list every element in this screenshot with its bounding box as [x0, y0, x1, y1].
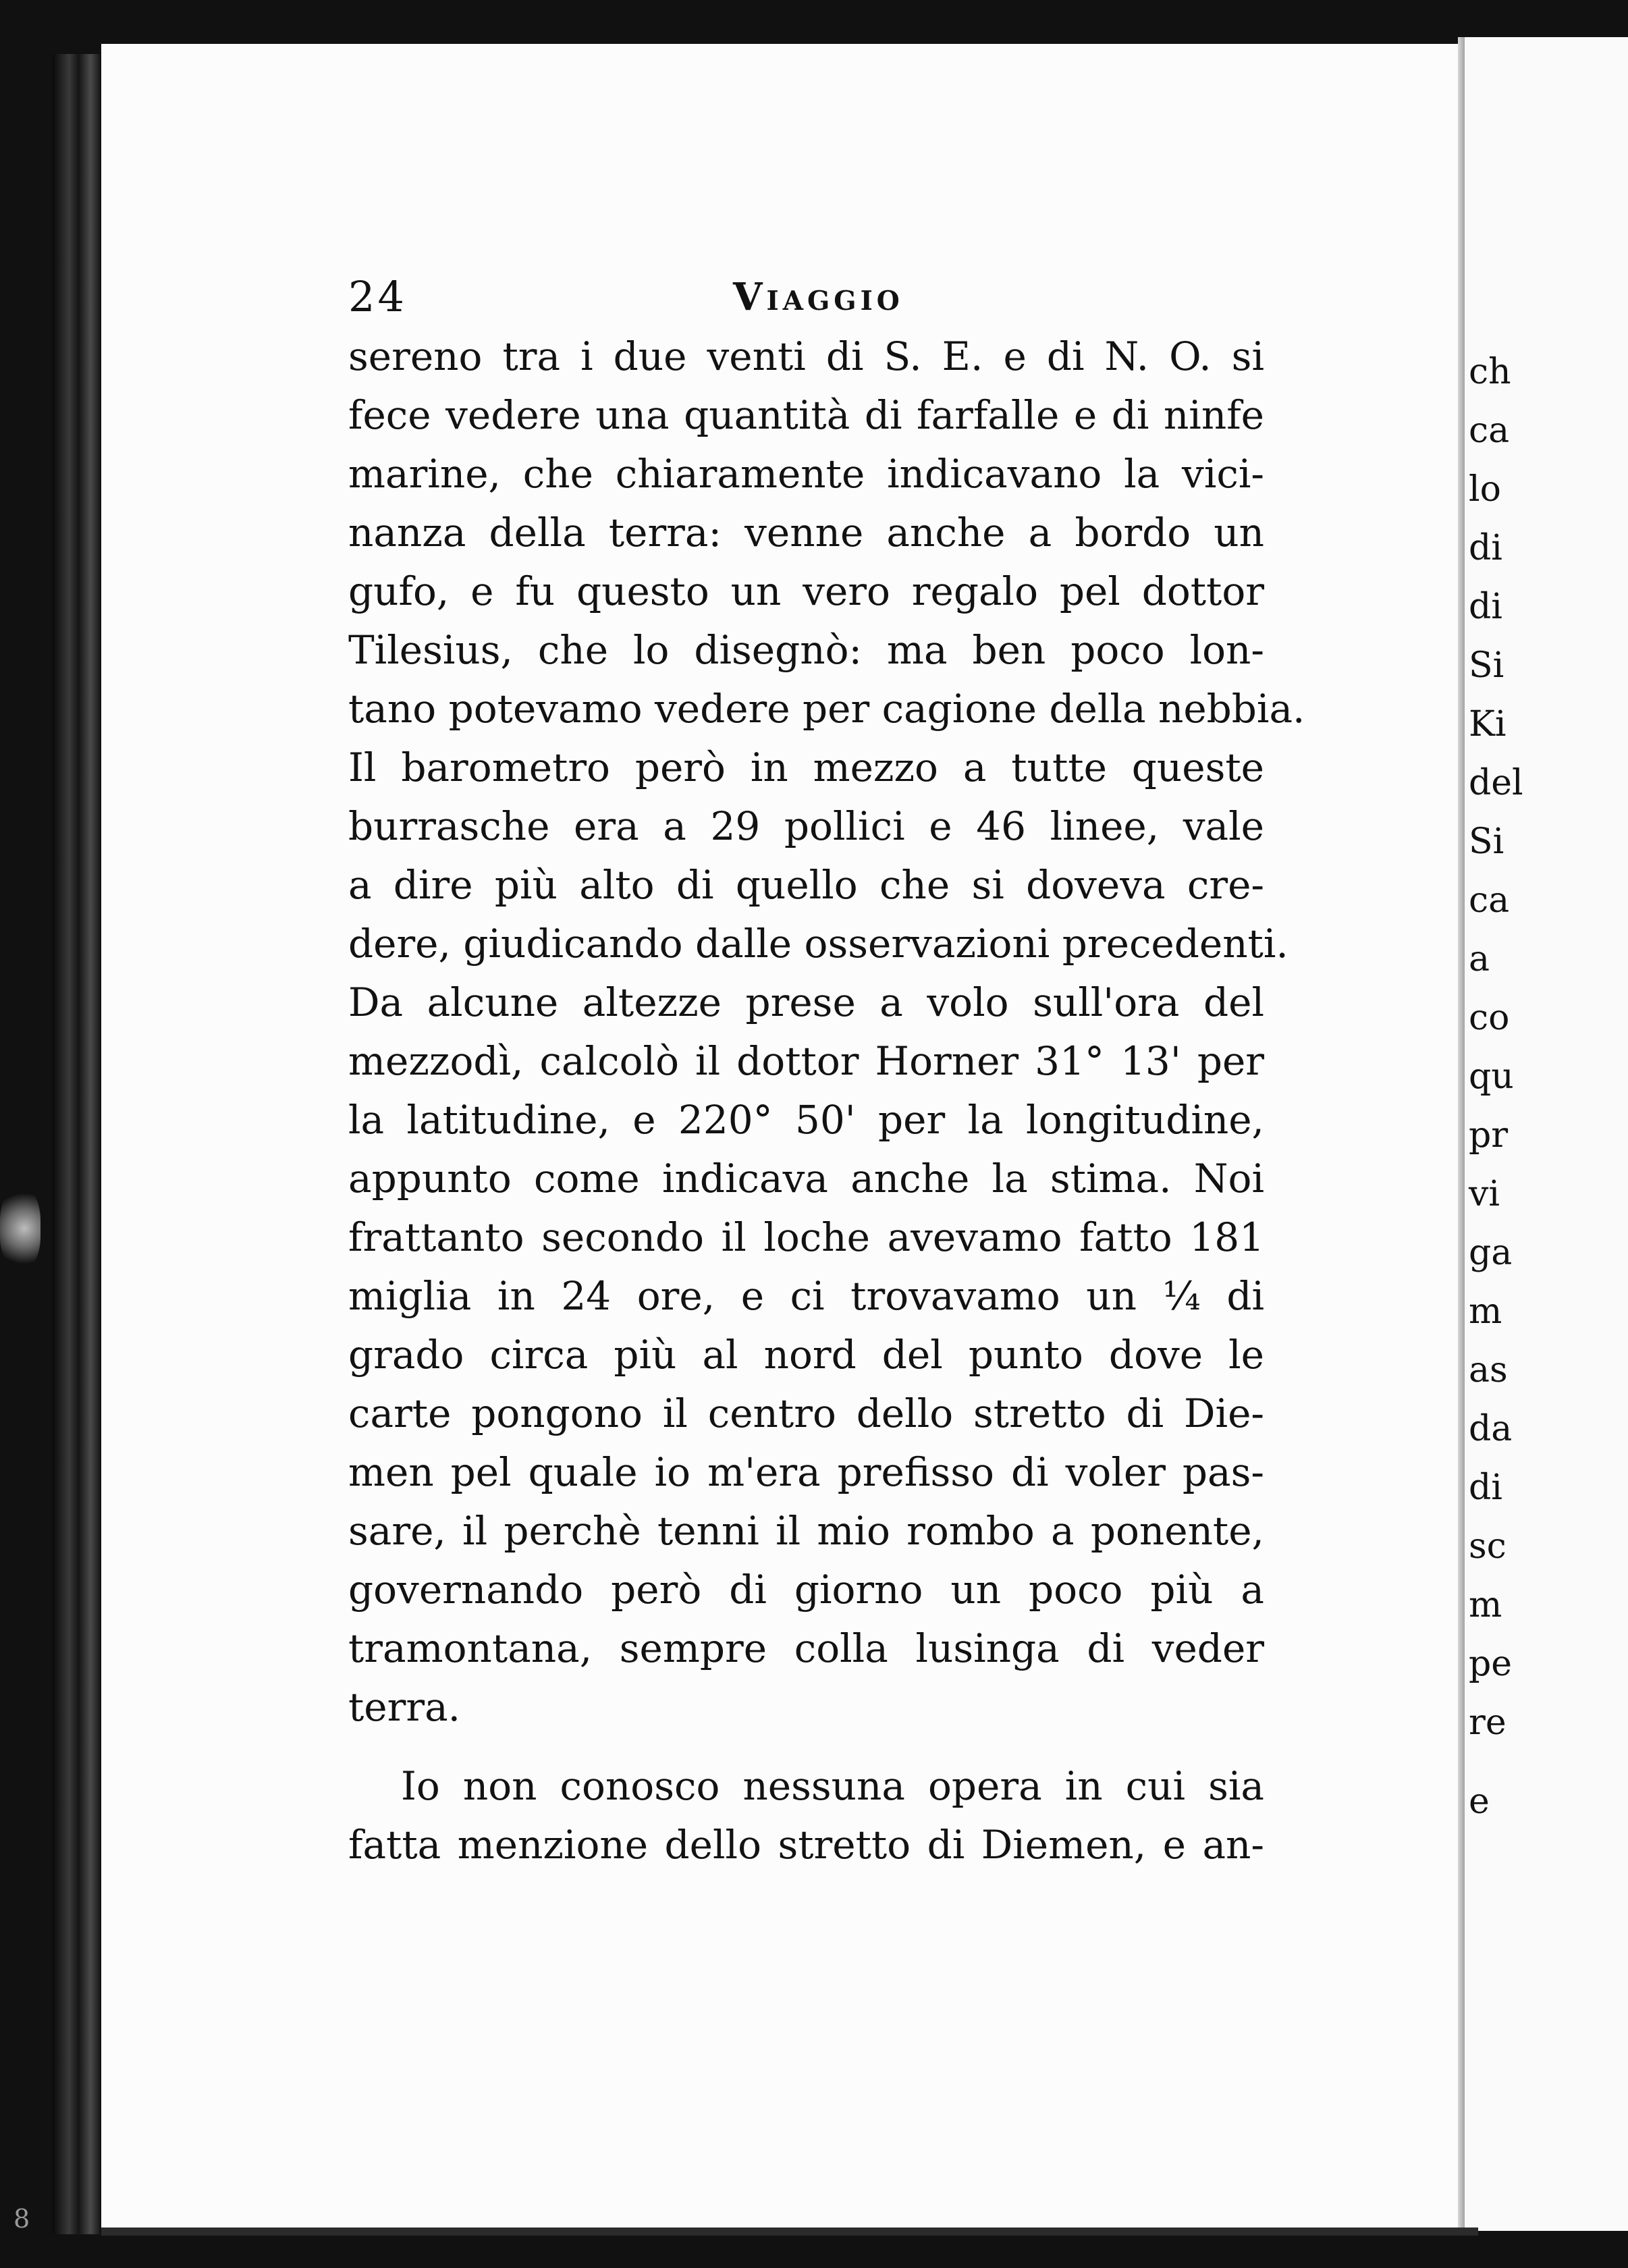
facing-line-fragment: vi	[1469, 1174, 1500, 1214]
text-line: Il barometro però in mezzo a tutte queste	[348, 745, 1264, 790]
text-line: fece vedere una quantità di farfalle e di ninfe	[348, 392, 1264, 438]
bottom-page-edge	[101, 2228, 1478, 2236]
binding-clasp	[0, 1188, 40, 1269]
facing-line-fragment: di	[1469, 587, 1502, 627]
running-head	[348, 267, 1264, 327]
text-line: sare, il perchè tenni il mio rombo a ponente,	[348, 1508, 1264, 1554]
facing-line-fragment: ga	[1469, 1233, 1513, 1273]
text-line: Io non conosco nessuna opera in cui sia	[401, 1763, 1264, 1809]
facing-line-fragment: sc	[1469, 1526, 1507, 1567]
text-line: governando però di giorno un poco più a	[348, 1567, 1264, 1613]
facing-line-fragment: ch	[1469, 352, 1511, 392]
facing-line-fragment: re	[1469, 1702, 1507, 1743]
text-line: mezzodì, calcolò il dottor Horner 31° 13' per	[348, 1038, 1264, 1084]
facing-line-fragment: di	[1469, 1467, 1502, 1508]
text-line: sereno tra i due venti di S. E. e di N. O. si	[348, 333, 1264, 379]
text-line: appunto come indicava anche la stima. Noi	[348, 1156, 1264, 1202]
text-line: Tilesius, che lo disegnò: ma ben poco lon-	[348, 627, 1264, 673]
facing-line-fragment: ca	[1469, 880, 1510, 921]
text-line: la latitudine, e 220° 50' per la longitudine,	[348, 1097, 1264, 1143]
paragraph-1	[348, 327, 1305, 1737]
text-line: dere, giudicando dalle osservazioni precedenti.	[348, 921, 1288, 967]
facing-line-fragment: del	[1469, 763, 1523, 803]
facing-line-fragment: as	[1469, 1350, 1508, 1390]
text-line: miglia in 24 ore, e ci trovavamo un ¼ di	[348, 1273, 1264, 1319]
text-line: tramontana, sempre colla lusinga di veder	[348, 1625, 1264, 1671]
facing-line-fragment: Si	[1469, 645, 1504, 686]
text-line: men pel quale io m'era prefisso di voler pas-	[348, 1449, 1264, 1495]
text-line: a dire più alto di quello che si doveva cre-	[348, 862, 1264, 908]
text-line: terra.	[348, 1684, 461, 1730]
text-line: gufo, e fu questo un vero regalo pel dottor	[348, 568, 1264, 614]
facing-line-fragment: m	[1469, 1585, 1502, 1625]
facing-line-fragment: m	[1469, 1291, 1502, 1332]
facing-line-fragment: di	[1469, 528, 1502, 568]
facing-line-fragment: Ki	[1469, 704, 1507, 745]
facing-line-fragment: da	[1469, 1409, 1513, 1449]
facing-line-fragment: lo	[1469, 469, 1501, 510]
text-line: burrasche era a 29 pollici e 46 linee, vale	[348, 803, 1264, 849]
facing-line-fragment: pr	[1469, 1115, 1509, 1156]
facing-line-fragment: qu	[1469, 1056, 1514, 1097]
text-line: tano potevamo vedere per cagione della nebbia.	[348, 686, 1305, 732]
text-line: fatta menzione dello stretto di Diemen, e an-	[348, 1822, 1264, 1868]
facing-line-fragment: e	[1469, 1781, 1490, 1822]
facing-line-fragment: Si	[1469, 821, 1504, 862]
facing-line-fragment: co	[1469, 998, 1510, 1038]
facing-line-fragment: pe	[1469, 1644, 1513, 1684]
text-line: nanza della terra: venne anche a bordo un	[348, 510, 1264, 556]
text-line: grado circa più al nord del punto dove le	[348, 1332, 1264, 1378]
page-number: 24	[348, 272, 407, 321]
facing-line-fragment: a	[1469, 939, 1490, 979]
book-page-edges	[53, 54, 100, 2234]
shelf-mark: 8	[13, 2204, 30, 2234]
facing-page-text	[1469, 343, 1523, 1831]
facing-line-fragment: ca	[1469, 410, 1510, 451]
text-line: frattanto secondo il loche avevamo fatto 181	[348, 1214, 1264, 1260]
paragraph-2	[348, 1757, 1264, 1874]
text-line: carte pongono il centro dello stretto di Die-	[348, 1390, 1264, 1436]
page-text-block	[348, 267, 1305, 1874]
text-line: marine, che chiaramente indicavano la vici-	[348, 451, 1264, 497]
text-line: Da alcune altezze prese a volo sull'ora del	[348, 979, 1264, 1025]
running-title: Viaggio	[733, 275, 904, 319]
